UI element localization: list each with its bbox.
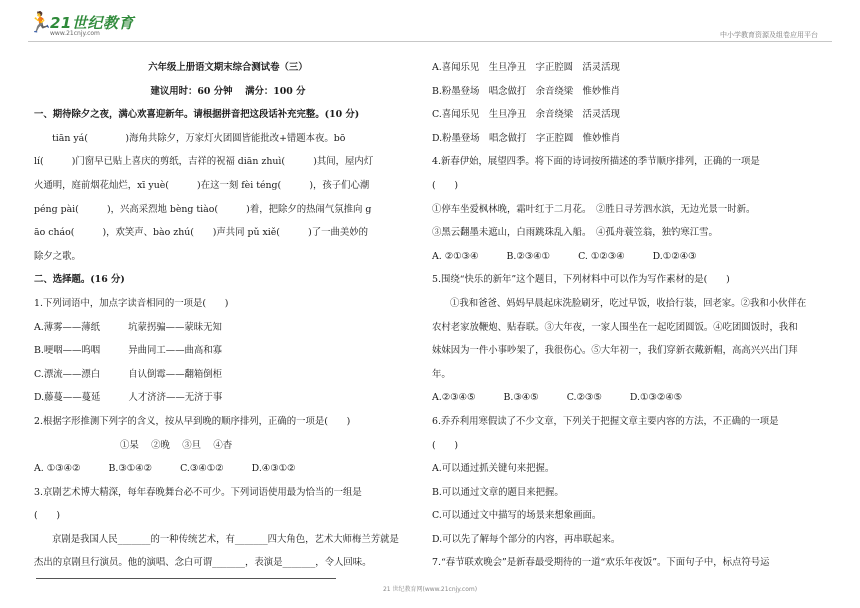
q6-paren: ( ): [432, 439, 459, 451]
right-column: [432, 56, 828, 575]
section1-heading: 一、期待除夕之夜，满心欢喜迎新年。请根据拼音把这段话补充完整。(10 分): [34, 109, 360, 121]
q4-options: A. ②①③④ B.②③④① C. ①②③④ D.①②④③: [432, 250, 697, 262]
s1-line: péng pài( )，兴高采烈地 bèng tiào( )着，把除夕的热闹气氛推向 g: [34, 203, 372, 215]
q5-options: A.②③④⑤ B.③④⑤ C.②③⑤ D.①③②④⑤: [432, 392, 683, 404]
question-6: 6.乔乔利用寒假读了不少文章，下列关于把握文章主要内容的方法，不正确的一项是: [432, 415, 779, 427]
header-divider: [28, 41, 832, 42]
left-column: [34, 56, 422, 575]
footer-text: 21 世纪教育网(www.21cnjy.com): [382, 586, 478, 593]
q3-option-d: D.粉墨登场 唱念做打 字正腔圆 惟妙惟肖: [432, 132, 621, 144]
q5-text: ①我和爸爸、妈妈早晨起床洗脸刷牙，吃过早饭，收拾行装，回老家。②我和小伙伴在: [450, 297, 807, 309]
q3-option-c: C.喜闻乐见 生旦净丑 余音绕梁 活灵活现: [432, 109, 620, 121]
q2-characters: ①杲 ②晚 ③旦 ④杳: [120, 439, 233, 451]
logo-site: www.21cnjy.com: [50, 30, 100, 37]
q6-option-a: A.可以通过抓关键句来把握。: [432, 463, 555, 475]
question-3: 3.京剧艺术博大精深，每年春晚舞台必不可少。下列词语使用最为恰当的一组是: [34, 486, 362, 498]
question-5: 5.围绕“快乐的新年”这个题目，下列材料中可以作为写作素材的是( ): [432, 274, 730, 286]
q5-text: 农村老家放鞭炮、贴春联。③大年夜，一家人围坐在一起吃团圆饭。④吃团圆饭时，我和: [432, 321, 798, 333]
q6-option-c: C.可以通过文中描写的场景来想象画面。: [432, 510, 602, 522]
header-platform-text: 中小学教育资源及组卷应用平台: [720, 31, 818, 39]
q4-paren: ( ): [432, 179, 459, 191]
q1-option-a: A.薄雾——薄纸 坑蒙拐骗——蒙昧无知: [34, 321, 222, 333]
q6-option-b: B.可以通过文章的题目来把握。: [432, 486, 564, 498]
section2-heading: 二、选择题。(16 分): [34, 274, 125, 286]
logo-brand: 21世纪教育: [50, 14, 134, 32]
q4-poem-line-2: ③黑云翻墨未遮山，白雨跳珠乱入船。 ④孤舟蓑笠翁，独钓寒江雪。: [432, 227, 718, 239]
q3-paren: ( ): [34, 510, 61, 522]
question-7: 7.“春节联欢晚会”是新春最受期待的一道“欢乐年夜饭”。下面句子中，标点符号运: [432, 557, 770, 569]
footer-divider: [36, 578, 336, 579]
q4-poem-line-1: ①停车坐爱枫林晚，霜叶红于二月花。 ②胜日寻芳泗水滨，无边光景一时新。: [432, 203, 756, 215]
q3-text-1: 京剧是我国人民_______的一种传统艺术，有_______四大角色，艺术大师梅兰芳就是: [52, 533, 399, 545]
s1-line: āo cháo( )，欢笑声、bào zhú( )声共同 pǔ xiě( )了一曲美妙的: [34, 227, 368, 239]
s1-line: 除夕之歌。: [34, 250, 81, 262]
q3-option-b: B.粉墨登场 唱念做打 余音绕梁 惟妙惟肖: [432, 85, 620, 97]
exam-subtitle: 建议用时：60 分钟 满分：100 分: [150, 85, 306, 97]
q5-text: 妹妹因为一件小事吵架了，我很伤心。⑤大年初一，我们穿新衣戴新帽，高高兴兴出门拜: [432, 345, 798, 357]
q5-text: 年。: [432, 368, 451, 380]
runner-icon: 🏃: [28, 10, 53, 34]
site-logo: [28, 10, 148, 42]
question-2: 2.根据字形推测下列字的含义，按从早到晚的顺序排列，正确的一项是( ): [34, 415, 351, 427]
q3-option-a: A.喜闻乐见 生旦净丑 字正腔圆 活灵活现: [432, 62, 620, 73]
q2-options: A. ①③④② B.③①④② C.③④①② D.④③①②: [34, 463, 296, 475]
q1-option-c: C.漂流——漂白 自认倒霉——翻箱倒柜: [34, 368, 222, 380]
exam-title: 六年级上册语文期末综合测试卷（三）: [148, 62, 308, 73]
q6-option-d: D.可以先了解每个部分的内容，再串联起来。: [432, 533, 621, 545]
question-4: 4.新春伊始，展望四季。将下面的诗词按所描述的季节顺序排列，正确的一项是: [432, 156, 760, 168]
s1-line: tiān yá( )海角共除夕，万家灯火团圆皆能批改+错题本夜。bō: [52, 132, 346, 144]
question-1: 1.下列词语中，加点字读音相同的一项是( ): [34, 297, 229, 309]
q3-text-2: 杰出的京剧旦行演员。他的演唱、念白可谓_______，表演是_______，令人回味。: [34, 557, 372, 569]
s1-line: 火通明，庭前烟花灿烂，xī yuè( )在这一刻 fèi téng( )，孩子们心潮: [34, 179, 370, 191]
q1-option-b: B.哽咽——呜咽 异曲同工——曲高和寡: [34, 345, 222, 357]
s1-line: lí( )门窗早已贴上喜庆的剪纸，吉祥的祝福 diān zhuì( )其间，屋内灯: [34, 156, 374, 168]
q1-option-d: D.藤蔓——蔓延 人才济济——无济于事: [34, 392, 223, 404]
